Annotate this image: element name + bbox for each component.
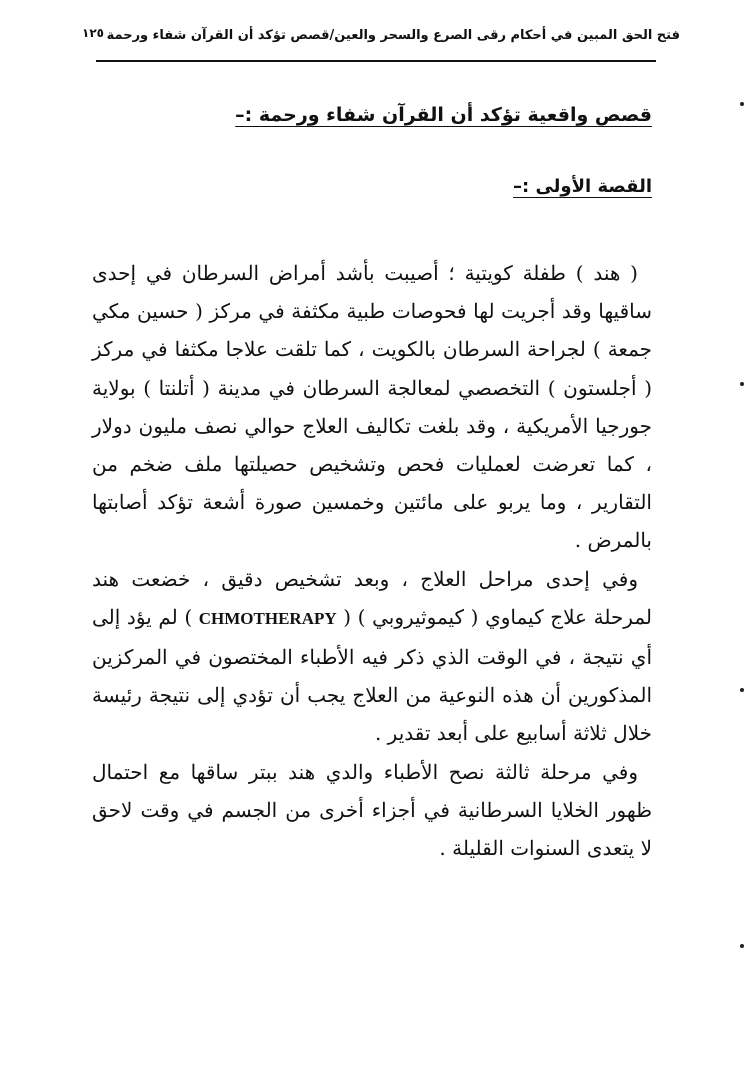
header-divider [96,60,656,62]
margin-mark [740,944,744,948]
story-title: القصة الأولى :– [513,176,652,197]
running-header: فتح الحق المبين في أحكام رقى الصرع والسحر والعين/قصص تؤكد أن القرآن شفاء ورحمة [106,28,680,43]
margin-mark [740,382,744,386]
paragraph: ( هند ) طفلة كويتية ؛ أصيبت بأشد أمراض السرطان في إحدى ساقيها وقد أجريت لها فحوصات طبية مكثفة في مركز ( حسين مكي جمعة ) لجراحة السرطان بالكويت ، كما تلقت علاجا مكثفا في مركز ( أجلستون ) التخصصي لمعالجة السرطان في مدينة ( أتلنتا ) بولاية جورجيا الأمريكية ، وقد بلغت تكاليف العلاج حوالي نصف مليون دولار ، كما تعرضت لعمليات فحص وتشخيص حصيلتها ملف ضخم من التقارير ، وما يربو على مائتين وخمسين صورة أشعة تؤكد أصابتها بالمرض . [92,261,652,553]
paragraph-text: وفي إحدى مراحل العلاج ، وبعد تشخيص دقيق ، خضعت هند لمرحلة علاج كيماوي ( كيموثيروبي ) ( [92,566,652,629]
paragraph-text: ) لم يؤد إلى أي نتيجة ، في الوقت الذي ذكر فيه الأطباء المختصون في المركزين المذكورين أن هذه النوعية من العلاج يجب أن تؤدي إلى نتيجة رئيسة خلال ثلاثة أسابيع على أبعد تقدير . [92,604,652,746]
margin-mark [740,102,744,106]
margin-mark [740,688,744,692]
page-number: ١٢٥ [82,26,104,40]
section-title: قصص واقعية تؤكد أن القرآن شفاء ورحمة :– [235,104,652,126]
paragraph: وفي مرحلة ثالثة نصح الأطباء والدي هند ببتر ساقها مع احتمال ظهور الخلايا السرطانية في أجزاء أخرى من الجسم في وقت لاحق لا يتعدى السنوات القليلة . [92,759,652,861]
story-body [92,254,652,867]
paragraph [92,560,652,753]
latin-term: CHMOTHERAPY [198,608,337,628]
